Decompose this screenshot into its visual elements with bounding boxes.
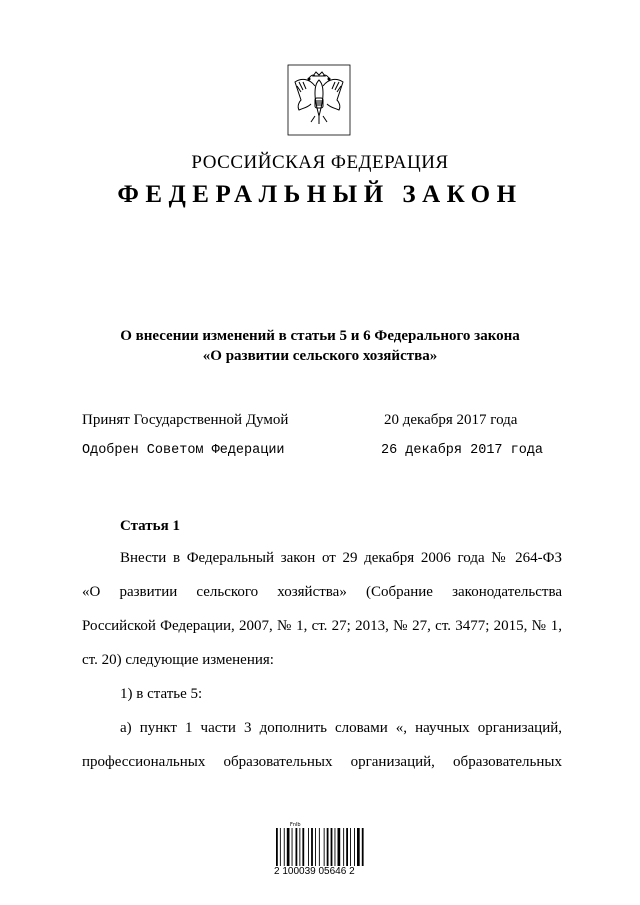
duma-adoption-label: Принят Государственной Думой bbox=[82, 412, 289, 428]
barcode-bar bbox=[315, 828, 316, 866]
barcode-bar bbox=[299, 828, 300, 866]
body-line: Российской Федерации, 2007, № 1, ст. 27; 2013, № 27, ст. 3477; 2015, № 1, bbox=[82, 618, 562, 634]
barcode-bar bbox=[346, 828, 348, 866]
barcode-bar bbox=[292, 828, 293, 866]
article-heading: Статья 1 bbox=[120, 518, 180, 534]
barcode-bar bbox=[296, 828, 298, 866]
body-line: профессиональных образовательных организаций, образовательных bbox=[82, 754, 562, 770]
barcode-bar bbox=[350, 828, 351, 866]
body-line: 1) в статье 5: bbox=[120, 686, 203, 702]
barcode-bar bbox=[362, 828, 364, 866]
barcode-bar bbox=[311, 828, 313, 866]
barcode-bar bbox=[287, 828, 290, 866]
barcode-bar bbox=[343, 828, 344, 866]
duma-adoption-date: 20 декабря 2017 года bbox=[384, 412, 518, 428]
law-title-line-2: «О развитии сельского хозяйства» bbox=[202, 348, 438, 364]
law-title-line-1: О внесении изменений в статьи 5 и 6 Федерального закона bbox=[120, 328, 520, 344]
barcode-number: 2 100039 05646 2 bbox=[274, 866, 355, 877]
barcode-bar bbox=[280, 828, 281, 866]
barcode-bar bbox=[302, 828, 304, 866]
law-type-heading: ФЕДЕРАЛЬНЫЙ ЗАКОН bbox=[117, 181, 523, 208]
council-approval-date: 26 декабря 2017 года bbox=[381, 443, 544, 458]
barcode-bar bbox=[357, 828, 360, 866]
russian-coat-of-arms-icon bbox=[287, 64, 351, 136]
body-line: «О развитии сельского хозяйства» (Собрание законодательства bbox=[82, 584, 562, 600]
law-title bbox=[0, 326, 640, 366]
council-approval-label: Одобрен Советом Федерации bbox=[82, 443, 285, 458]
barcode-bar bbox=[319, 828, 320, 866]
barcode-bar bbox=[308, 828, 309, 866]
barcode-bar bbox=[354, 828, 355, 866]
body-line: Внести в Федеральный закон от 29 декабря 2006 года № 264-ФЗ bbox=[120, 550, 562, 566]
body-line: а) пункт 1 части 3 дополнить словами «, научных организаций, bbox=[120, 720, 562, 736]
barcode-bar bbox=[327, 828, 329, 866]
barcode-bar bbox=[324, 828, 325, 866]
barcode-bar bbox=[338, 828, 341, 866]
barcode-bars bbox=[276, 828, 368, 866]
barcode-tiny-label: Fnlb bbox=[290, 822, 301, 828]
barcode-bar bbox=[276, 828, 278, 866]
article-body bbox=[82, 541, 562, 779]
barcode-bar bbox=[331, 828, 333, 866]
country-heading: РОССИЙСКАЯ ФЕДЕРАЦИЯ bbox=[191, 152, 449, 173]
barcode-bar bbox=[284, 828, 285, 866]
body-line: ст. 20) следующие изменения: bbox=[82, 652, 274, 668]
barcode-bar bbox=[335, 828, 336, 866]
